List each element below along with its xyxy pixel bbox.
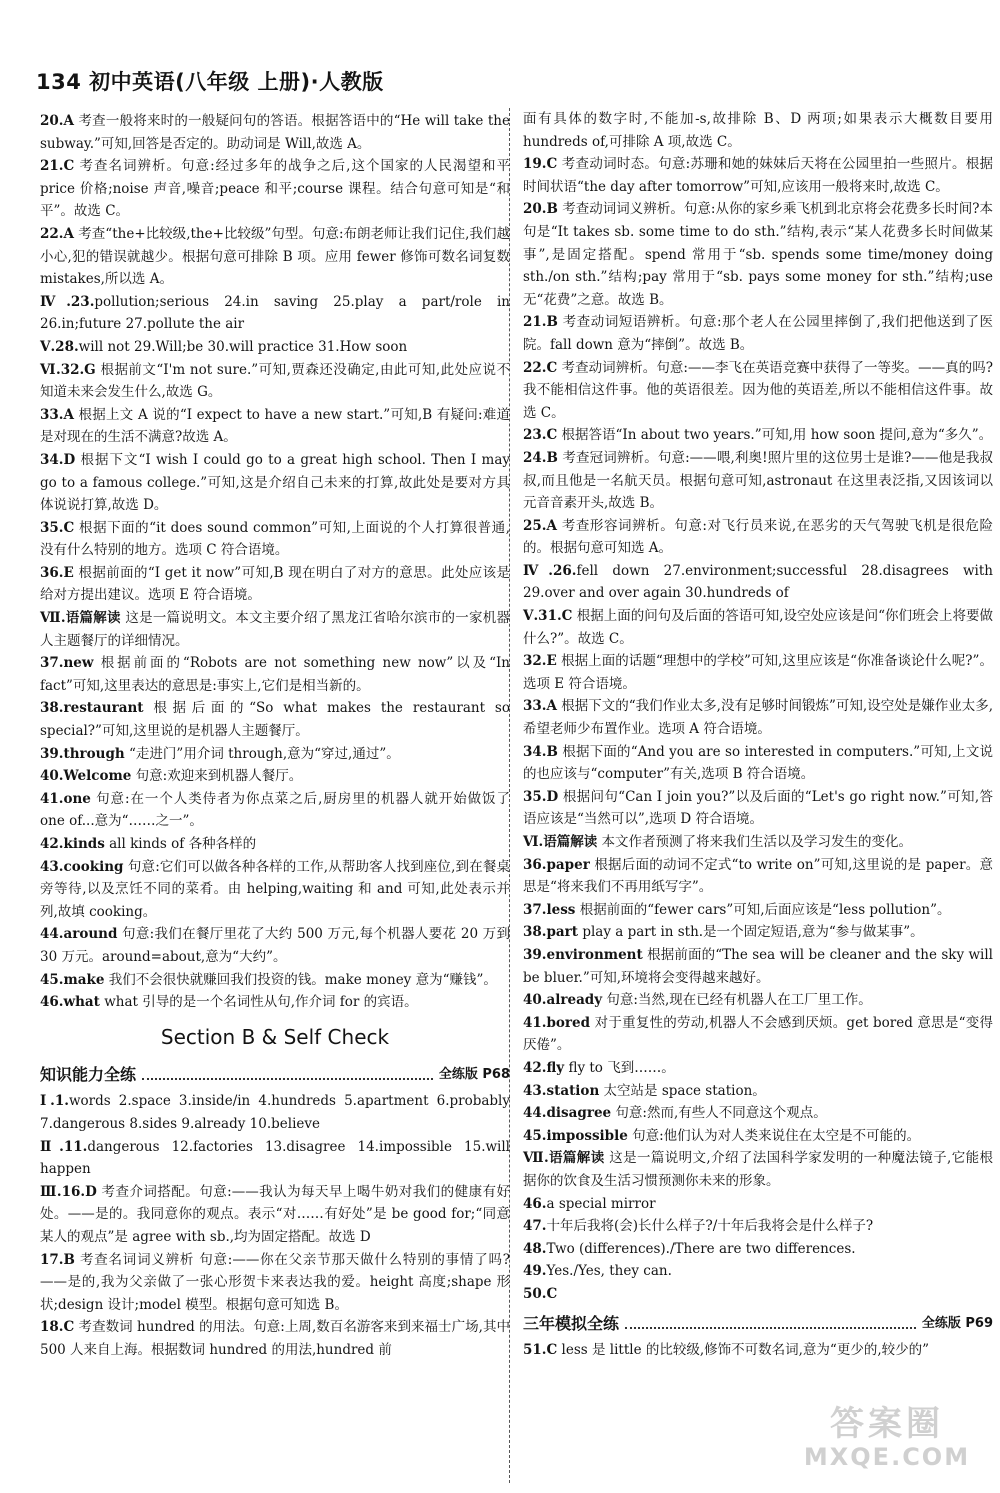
right-column xyxy=(523,108,993,1362)
left-column xyxy=(40,110,510,1361)
answer-number: 24.B xyxy=(523,449,558,466)
answer-number: 43.cooking xyxy=(40,858,124,875)
answer-entry xyxy=(40,991,510,1014)
answer-number: 25.A xyxy=(523,517,557,534)
answer-text: 考查数词 hundred 的用法。句意:上周,数百名游客来到来福士广场,其中 500 人来自上海。根据数词 hundred 的用法,hundred 前 xyxy=(40,1319,510,1358)
answer-entry xyxy=(523,1215,993,1238)
left-answer-list xyxy=(40,110,510,1014)
answer-entry xyxy=(40,788,510,833)
answer-entry xyxy=(40,1316,510,1361)
dotted-leader xyxy=(625,1327,916,1329)
answer-text: fell down 27.environment;successful 28.disagrees with 29.over and over again 30.hundreds of xyxy=(523,562,993,602)
answer-entry xyxy=(40,607,510,652)
answer-entry xyxy=(523,1057,993,1080)
answer-text: 根据前面的“I get it now”可知,B 现在明白了对方的意思。此处应该是给对方提出建议。选项 E 符合语境。 xyxy=(40,564,510,604)
answer-text: what 引导的是一个名词性从句,作介词 for 的宾语。 xyxy=(99,994,418,1011)
answer-number: 20.A xyxy=(40,113,74,129)
answer-number: 50.C xyxy=(523,1285,558,1302)
answer-text: 句意:我们在餐厅里花了大约 500 万元,每个机器人要花 20 万到 30 万元。around=about,意为“大约”。 xyxy=(40,926,510,965)
answer-entry xyxy=(40,1136,510,1181)
answer-number: 44.around xyxy=(40,926,118,943)
answer-number: 45.make xyxy=(40,971,105,988)
answer-text: 根据上面的话题“理想中的学校”可知,这里应该是“你准备谈论什么呢?”。选项 E 符合语境。 xyxy=(523,653,993,692)
answer-number: 38.restaurant xyxy=(40,700,144,717)
answer-entry xyxy=(40,562,510,607)
answer-text: 根据上面的问句及后面的答语可知,设空处应该是问“你们班会上将要做什么?”。故选 C。 xyxy=(523,608,994,647)
answer-entry xyxy=(523,357,993,425)
answer-number: 20.B xyxy=(523,201,558,218)
answer-text: fly to 飞到……。 xyxy=(564,1059,675,1076)
answer-number: 37.new xyxy=(40,655,94,672)
answer-number: Ⅴ.31.C xyxy=(523,608,573,625)
answer-text: 句意:他们认为对人类来说住在太空是不可能的。 xyxy=(627,1127,921,1144)
section-bar-three-year xyxy=(523,1307,993,1335)
answer-entry xyxy=(40,517,510,562)
answer-number: Ⅳ.26. xyxy=(523,562,577,579)
answer-text: 十年后我将(会)长什么样子?/十年后我将会是什么样子? xyxy=(546,1218,874,1235)
answer-number: 22.C xyxy=(523,359,558,376)
answer-text: 根据后面的“So what makes the restaurant so special?”可知,这里说的是机器人主题餐厅。 xyxy=(40,700,510,740)
answer-entry xyxy=(523,1125,993,1148)
answer-number: 34.B xyxy=(523,743,558,760)
answer-text: 根据前面的“Robots are not something new now”以及“In fact”可知,这里表达的意思是:事实上,它们是相当新的。 xyxy=(40,655,510,694)
answer-number: 43.station xyxy=(523,1082,600,1099)
answer-entry xyxy=(40,155,510,223)
answer-number: 33.A xyxy=(40,406,74,423)
answer-entry xyxy=(523,989,993,1012)
answer-text: 太空站是 space station。 xyxy=(599,1082,766,1099)
answer-number: 35.D xyxy=(523,788,559,805)
right-answer-list-2 xyxy=(523,1339,993,1362)
answer-text: 根据前面的“fewer cars”可知,后面应该是“less pollution”。 xyxy=(575,901,951,918)
answer-text: words 2.space 3.inside/in 4.hundreds 5.apartment 6.probably 7.dangerous 8.sides 9.already 10.believe xyxy=(40,1093,510,1132)
answer-number: 36.E xyxy=(40,564,74,581)
dotted-leader xyxy=(142,1078,433,1080)
answer-number: 34.D xyxy=(40,451,76,468)
answer-text: 根据答语“In about two years.”可知,用 how soon 提问,意为“多久”。 xyxy=(557,427,993,444)
answer-number: Ⅴ.28. xyxy=(40,338,79,355)
answer-text: 考查动词短语辨析。句意:那个老人在公园里摔倒了,我们把他送到了医院。fall down 意为“摔倒”。故选 B。 xyxy=(523,314,993,353)
bar-page-ref: 全练版 P68 xyxy=(438,1066,510,1082)
answer-entry xyxy=(523,153,993,198)
answer-number: 23.C xyxy=(523,427,558,444)
answer-number: 42.fly xyxy=(523,1059,565,1076)
answer-entry xyxy=(523,605,993,650)
answer-entry xyxy=(40,110,510,155)
answer-text: 句意:欢迎来到机器人餐厅。 xyxy=(131,768,303,785)
right-answer-list xyxy=(523,108,993,1305)
answer-text: 根据问句“Can I join you?”以及后面的“Let's go right now.”可知,答语应该是“当然可以”,选项 D 符合语境。 xyxy=(523,788,993,828)
answer-text: 根据前文“I'm not sure.”可知,贾森还没确定,由此可知,此处应说不知道未来会发生什么,故选 G。 xyxy=(40,361,510,401)
answer-number: Ⅵ.语篇解读 xyxy=(523,834,598,850)
answer-entry xyxy=(40,291,510,336)
answer-entry xyxy=(523,921,993,944)
answer-number: 41.one xyxy=(40,790,91,807)
answer-text: 句意:然而,有些人不同意这个观点。 xyxy=(611,1105,827,1122)
answer-entry xyxy=(523,650,993,695)
answer-text: 我们不会很快就赚回我们投资的钱。make money 意为“赚钱”。 xyxy=(104,971,497,988)
answer-number: 17.B xyxy=(40,1251,75,1268)
answer-number: 47. xyxy=(523,1218,547,1235)
answer-number: Ⅶ.语篇解读 xyxy=(523,1150,605,1167)
answer-entry xyxy=(523,447,993,515)
answer-text: “走进门”用介词 through,意为“穿过,通过”。 xyxy=(124,745,400,762)
answer-text: play a part in sth.是一个固定短语,意为“参与做某事”。 xyxy=(578,924,924,941)
page-header: 134 初中英语(八年级 上册)·人教版 xyxy=(36,70,384,94)
answer-entry xyxy=(40,765,510,788)
answer-entry xyxy=(40,969,510,992)
answer-text: 考查形容词辨析。句意:对飞行员来说,在恶劣的天气驾驶飞机是很危险的。根据句意可知选 A。 xyxy=(523,517,993,557)
answer-number: 19.C xyxy=(523,156,558,173)
answer-number: Ⅳ.23. xyxy=(40,293,95,310)
answer-text: all kinds of 各种各样的 xyxy=(104,836,257,852)
answer-entry xyxy=(523,741,993,786)
answer-entry xyxy=(523,1012,993,1057)
watermark xyxy=(792,1405,982,1475)
answer-entry xyxy=(40,1090,510,1135)
answer-text: Two (differences)./There are two differences. xyxy=(546,1240,856,1257)
answer-entry xyxy=(523,1283,993,1306)
answer-number: 44.disagree xyxy=(523,1105,612,1122)
answer-entry xyxy=(40,833,510,856)
answer-number: 38.part xyxy=(523,924,579,941)
answer-text: a special mirror xyxy=(546,1195,656,1212)
answer-text: 考查动词时态。句意:苏珊和她的妹妹后天将在公园里拍一些照片。根据时间状语“the day after tomorrow”可知,应该用一般将来时,故选 C。 xyxy=(523,156,993,195)
answer-number: 18.C xyxy=(40,1319,75,1336)
answer-number: Ⅰ.1. xyxy=(40,1093,69,1110)
answer-text: 这是一篇说明文,介绍了法国科学家发明的一种魔法镜子,它能根据你的饮食及生活习惯预测你未来的形象。 xyxy=(523,1150,993,1189)
answer-entry xyxy=(523,311,993,356)
answer-text: 考查名词词义辨析 句意:——你在父亲节那天做什么特别的事情了吗?——是的,我为父亲做了一张心形贺卡来表达我的爱。height 高度;shape 形状;design 设计;model 模型。根据句意可知选 B。 xyxy=(40,1251,510,1313)
answer-text: pollution;serious 24.in saving 25.play a part/role in 26.in;future 27.pollute the air xyxy=(40,293,510,333)
answer-text: 考查动词词义辨析。句意:从你的家乡乘飞机到北京将会花费多长时间?本句是“It takes sb. some time to do sth.”结构,表示“某人花费多长时间做某事”,是固定搭配。spend 常用于“sb. spends some time/money doing sth./on sth.”结构;pay 常用于“sb. pays some money for sth.”结构;use 无“花费”之意。故选 B。 xyxy=(523,201,993,308)
answer-text: dangerous 12.factories 13.disagree 14.impossible 15.will happen xyxy=(40,1138,510,1178)
answer-text: 根据后面的动词不定式“to write on”可知,这里说的是 paper。意思是“将来我们不再用纸写字”。 xyxy=(523,856,993,896)
answer-entry xyxy=(523,1339,993,1362)
answer-entry xyxy=(523,1238,993,1261)
answer-entry xyxy=(523,1147,993,1192)
answer-number: 32.E xyxy=(523,653,557,670)
answer-text: 根据下面的“it does sound common”可知,上面说的个人打算很普通,没有什么特别的地方。选项 C 符合语境。 xyxy=(40,519,510,559)
answer-text: 根据下文“I wish I could go to a great high school. Then I may go to a famous college.”可知,这是介绍自己未来的打算,故此处是要对方具体说说打算,故选 D。 xyxy=(40,451,510,514)
answer-entry xyxy=(40,223,510,291)
answer-number: 49. xyxy=(523,1263,547,1280)
answer-number: Ⅵ.32.G xyxy=(40,361,96,378)
watermark-url: MXQE.COM xyxy=(803,1443,971,1471)
answer-number: 40.Welcome xyxy=(40,768,132,785)
answer-text: 根据上文 A 说的“I expect to have a new start.”可知,B 有疑问:难道是对现在的生活不满意?故选 A。 xyxy=(40,406,510,446)
answer-number: 46. xyxy=(523,1195,547,1212)
answer-number: 21.B xyxy=(523,314,558,331)
bar-title: 三年模拟全练 xyxy=(523,1313,620,1333)
answer-number: 22.A xyxy=(40,225,74,242)
answer-entry xyxy=(523,1080,993,1103)
answer-text: 面有具体的数字时,不能加-s,故排除 B、D 两项;如果表示大概数目要用 hundreds of,可排除 A 项,故选 C。 xyxy=(523,111,993,150)
answer-text: 考查冠词辨析。句意:——喂,利奥!照片里的这位男士是谁?——他是我叔叔,而且他是一名航天员。根据句意可知,astronaut 在这里表泛指,又因该词以元音音素开头,故选 B。 xyxy=(523,449,993,512)
answer-entry xyxy=(40,856,510,924)
section-title: Section B & Self Check xyxy=(160,1024,390,1049)
answer-entry xyxy=(40,336,510,359)
answer-text: 句意:在一个人类侍者为你点菜之后,厨房里的机器人就开始做饭了 one of...意为“……之一”。 xyxy=(40,790,510,830)
bar-page-ref: 全练版 P69 xyxy=(921,1315,993,1331)
answer-entry xyxy=(523,424,993,447)
answer-text: 句意:当然,现在已经有机器人在工厂里工作。 xyxy=(602,992,872,1009)
answer-entry xyxy=(523,515,993,560)
answer-number: Ⅱ.11. xyxy=(40,1138,88,1155)
answer-entry xyxy=(40,652,510,697)
answer-number: 37.less xyxy=(523,901,576,918)
left-answer-list-2 xyxy=(40,1090,510,1361)
answer-entry xyxy=(523,560,993,605)
answer-text: 对于重复性的劳动,机器人不会感到厌烦。get bored 意思是“变得厌倦”。 xyxy=(523,1014,993,1054)
answer-entry xyxy=(523,854,993,899)
watermark-logo: 答案圈 xyxy=(830,1404,944,1444)
answer-entry xyxy=(523,1193,993,1216)
answer-entry xyxy=(40,1249,510,1317)
answer-text: 这是一篇说明文。本文主要介绍了黑龙江省哈尔滨市的一家机器人主题餐厅的详细情况。 xyxy=(40,610,510,649)
answer-text: less 是 little 的比较级,修饰不可数名词,意为“更少的,较少的” xyxy=(557,1342,930,1359)
answer-entry xyxy=(523,1260,993,1283)
answer-number: 51.C xyxy=(523,1342,558,1359)
section-bar-knowledge xyxy=(40,1058,510,1086)
answer-text: 考查介词搭配。句意:——我认为每天早上喝牛奶对我们的健康有好处。——是的。我同意你的观点。表示“对……有好处”是 be good for;“同意某人的观点”是 agree with sb.,均为固定搭配。故选 D xyxy=(40,1183,510,1245)
answer-entry xyxy=(523,1102,993,1125)
answer-number: 46.what xyxy=(40,994,100,1011)
answer-number: 39.through xyxy=(40,745,125,762)
answer-text: 考查一般将来时的一般疑问句的答语。根据答语中的“He will take the subway.”可知,回答是否定的。助动词是 Will,故选 A。 xyxy=(40,113,510,152)
answer-entry xyxy=(40,404,510,449)
answer-entry xyxy=(40,697,510,742)
answer-number: Ⅲ.16.D xyxy=(40,1183,97,1200)
answer-text: 句意:它们可以做各种各样的工作,从帮助客人找到座位,到在餐桌旁等待,以及烹饪不同的菜肴。由 helping,waiting 和 and 可知,此处表示并列,故填 cooking。 xyxy=(40,858,510,920)
answer-number: 45.impossible xyxy=(523,1127,628,1144)
answer-entry xyxy=(523,198,993,311)
answer-text: 本文作者预测了将来我们生活以及学习发生的变化。 xyxy=(597,834,913,850)
bar-title: 知识能力全练 xyxy=(40,1064,137,1084)
answer-number: 35.C xyxy=(40,519,75,536)
answer-entry xyxy=(523,786,993,831)
answer-text: 考查动词辨析。句意:——李飞在英语竞赛中获得了一等奖。——真的吗?我不能相信这件事。他的英语很差。因为他的英语差,所以不能相信这件事。故选 C。 xyxy=(523,359,993,421)
answer-entry xyxy=(523,944,993,989)
answer-number: 48. xyxy=(523,1240,547,1257)
answer-text: 考查“the+比较级,the+比较级”句型。句意:布朗老师让我们记住,我们越小心,犯的错误就越少。根据句意可排除 B 项。应用 fewer 修饰可数名词复数 mistakes,所以选 A。 xyxy=(40,225,510,288)
answer-text: 考查名词辨析。句意:经过多年的战争之后,这个国家的人民渴望和平 price 价格;noise 声音,噪音;peace 和平;course 课程。结合句意可知是“和平”。故选 C。 xyxy=(40,158,510,220)
answer-text: 根据下文的“我们作业太多,没有足够时间锻炼”可知,设空处是嫌作业太多,希望老师少布置作业。选项 A 符合语境。 xyxy=(523,698,993,738)
answer-text: will not 29.Will;be 30.will practice 31.How soon xyxy=(78,338,408,355)
answer-number: 41.bored xyxy=(523,1014,591,1031)
answer-number: 39.environment xyxy=(523,946,643,963)
answer-text: 根据下面的“And you are so interested in computers.”可知,上文说的也应该与“computer”有关,选项 B 符合语境。 xyxy=(523,743,993,783)
answer-entry xyxy=(40,743,510,766)
answer-number: 36.paper xyxy=(523,856,590,873)
answer-number: 40.already xyxy=(523,992,603,1009)
answer-entry xyxy=(523,831,993,854)
answer-text: 根据前面的“The sea will be cleaner and the sky will be bluer.”可知,环境将会变得越来越好。 xyxy=(523,946,993,986)
answer-number: Ⅶ.语篇解读 xyxy=(40,610,121,627)
answer-entry xyxy=(40,449,510,517)
answer-number: 21.C xyxy=(40,158,75,175)
answer-entry xyxy=(523,695,993,740)
answer-text: Yes./Yes, they can. xyxy=(546,1263,672,1280)
answer-entry xyxy=(40,1181,510,1249)
answer-entry xyxy=(40,359,510,404)
answer-entry xyxy=(40,923,510,968)
answer-entry xyxy=(523,899,993,922)
answer-entry xyxy=(523,108,993,153)
answer-number: 42.kinds xyxy=(40,836,105,852)
answer-number: 33.A xyxy=(523,698,557,715)
